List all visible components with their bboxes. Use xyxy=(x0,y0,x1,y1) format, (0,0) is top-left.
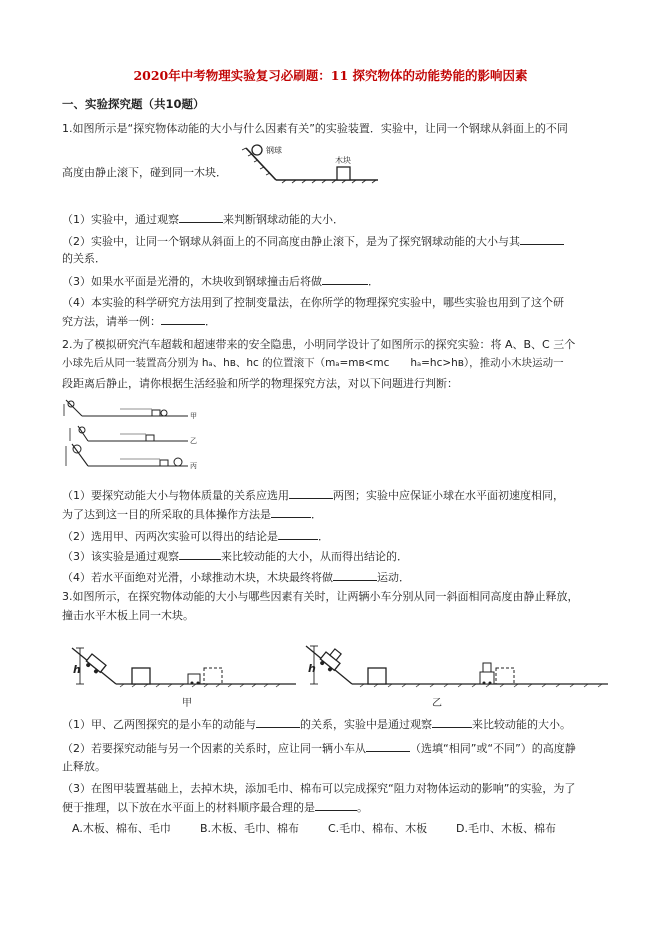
q3-cart-jia-icon xyxy=(84,654,106,675)
q2-sub1-line1 xyxy=(62,488,564,503)
q3-stem-line1: 3.如图所示，在探究物体动能的大小与哪些因素有关时，让两辆小车分别从同一斜面相同高度由静止释放， xyxy=(62,590,579,603)
q2-stem-line1: 2.为了模拟研究汽车超载和超速带来的安全隐患，小明同学设计了如图所示的探究实验：将 A、B、C 三个 xyxy=(62,338,576,351)
page-title: 2020年中考物理实验复习必刷题：11 探究物体的动能势能的影响因素 xyxy=(133,68,528,83)
q2-sub1-text-a: （1）要探究动能大小与物体质量的关系应选用 xyxy=(62,489,289,502)
q3-stem-line2: 撞击水平木板上同一木块。 xyxy=(62,609,194,622)
q1-sub3-text-b: ． xyxy=(368,275,379,288)
q2-sub4 xyxy=(62,570,410,585)
q2-sub1-text-b: 两图；实验中应保证小球在水平面初速度相同， xyxy=(333,489,564,502)
q1-sub3-answer-blank[interactable] xyxy=(322,274,368,285)
wood-block-icon xyxy=(337,167,350,180)
q3-option-c[interactable]: C.毛巾、棉布、木板 xyxy=(328,822,428,835)
steel-ball-icon xyxy=(252,145,262,155)
q1-sub2-cont: 的关系． xyxy=(62,252,106,265)
q1-sub1-text-a: （1）实验中，通过观察 xyxy=(62,213,179,226)
q3-sub2-text-b: （选填“相同”或“不同”）的高度静 xyxy=(410,742,576,755)
q3-sub1-answer-blank2[interactable] xyxy=(432,717,472,728)
q3-block-jia-icon xyxy=(132,668,150,684)
q3-fig-label-jia: 甲 xyxy=(182,698,192,709)
q2-sub3-text-b: 来比较动能的大小，从而得出结论的． xyxy=(221,550,408,563)
q3-sub2-line1 xyxy=(62,741,576,756)
q2-sub4-text-a: （4）若水平面绝对光滑，小球推动木块，木块最终将做 xyxy=(62,571,333,584)
q2-sub2-text-b: ． xyxy=(318,530,329,543)
q3-cart-yi-icon xyxy=(318,646,345,674)
q3-option-b[interactable]: B.木板、毛巾、棉布 xyxy=(200,822,300,835)
q2-sub3-text-a: （3）该实验是通过观察 xyxy=(62,550,179,563)
q3-option-d[interactable]: D.毛巾、木板、棉布 xyxy=(456,822,556,835)
q2-sub3-answer-blank[interactable] xyxy=(179,549,221,560)
q3-sub3-line1: （3）在图甲装置基础上，去掉木块，添加毛巾、棉布可以完成探究“阻力对物体运动的影响”的实验，为了 xyxy=(62,782,576,795)
q1-sub2-text-a: （2）实验中，让同一个钢球从斜面上的不同高度由静止滚下，是为了探究钢球动能的大小与其 xyxy=(62,235,520,248)
q3-fig-h-label-jia: h xyxy=(73,663,81,676)
q1-sub4-text-b: 究方法，请举一例： xyxy=(62,315,161,328)
q2-sub1-answer-blank1[interactable] xyxy=(289,488,333,499)
q2-fig-label-bing: 丙 xyxy=(190,462,197,470)
q2-figure-three-setups xyxy=(60,396,202,476)
q2-sub1-line2 xyxy=(62,507,322,522)
q2-sub4-text-b: 运动． xyxy=(377,571,410,584)
q1-sub4-text-c: ． xyxy=(205,315,216,328)
q1-sub1-text-b: 来判断钢球动能的大小． xyxy=(223,213,344,226)
q1-sub2-answer-blank[interactable] xyxy=(520,234,564,245)
q1-sub4-line1: （4）本实验的科学研究方法用到了控制变量法，在你所学的物理探究实验中，哪些实验也用到了这个研 xyxy=(62,296,564,309)
q3-sub1-text-c: 来比较动能的大小。 xyxy=(472,718,571,731)
q1-sub4-line2 xyxy=(62,314,216,329)
q2-sub1-text-d: ． xyxy=(311,508,322,521)
q1-sub3 xyxy=(62,274,379,289)
q1-sub4-answer-blank[interactable] xyxy=(161,314,205,325)
q1-fig-ball-label: 钢球 xyxy=(266,146,282,155)
section-heading: 一、实验探究题（共10题） xyxy=(62,97,205,111)
q3-block-yi-icon xyxy=(368,668,386,684)
q2-sub4-answer-blank[interactable] xyxy=(333,570,377,581)
q3-sub3-text-c: 。 xyxy=(357,801,368,814)
q3-sub3-text-b: 便于推理，以下放在水平面上的材料顺序最合理的是 xyxy=(62,801,315,814)
q3-sub3-answer-blank[interactable] xyxy=(315,800,357,811)
q3-sub1-text-a: （1）甲、乙两图探究的是小车的动能与 xyxy=(62,718,256,731)
q3-fig-label-yi: 乙 xyxy=(432,698,442,709)
q1-stem-line2: 高度由静止滚下，碰到同一木块． xyxy=(62,166,227,179)
q3-option-a[interactable]: A.木板、棉布、毛巾 xyxy=(72,822,171,835)
q1-figure-incline xyxy=(236,140,384,186)
q3-sub2-answer-blank[interactable] xyxy=(366,741,410,752)
q3-sub2-line2: 止释放。 xyxy=(62,760,106,773)
q3-sub1-text-b: 的关系，实验中是通过观察 xyxy=(300,718,432,731)
q2-fig-label-yi: 乙 xyxy=(190,437,197,445)
q3-figure-cart-experiment xyxy=(70,636,612,712)
q3-sub1-answer-blank1[interactable] xyxy=(256,717,300,728)
q2-sub2-text-a: （2）选用甲、丙两次实验可以得出的结论是 xyxy=(62,530,278,543)
q1-sub2 xyxy=(62,234,564,249)
q1-fig-block-label: 木块 xyxy=(335,156,351,165)
ball-a-icon xyxy=(68,401,74,407)
q2-sub3 xyxy=(62,549,408,564)
q2-stem-line3: 段距离后静止，请你根据生活经验和所学的物理探究方法，对以下问题进行判断： xyxy=(62,377,458,390)
q3-sub1 xyxy=(62,717,571,732)
q1-sub1-answer-blank[interactable] xyxy=(179,212,223,223)
q2-stem-line2: 小球先后从同一装置高分别为 hₐ、hʙ、hᴄ 的位置滚下（mₐ=mʙ<mᴄ hₐ=hᴄ>hʙ），推动小木块运动一 xyxy=(62,357,564,369)
q1-stem-line1: 1.如图所示是“探究物体动能的大小与什么因素有关”的实验装置．实验中，让同一个钢球从斜面上的不同 xyxy=(62,122,568,135)
q2-fig-label-jia: 甲 xyxy=(190,412,197,420)
q2-sub1-text-c: 为了达到这一目的所采取的具体操作方法是 xyxy=(62,508,271,521)
q3-sub3-line2 xyxy=(62,800,368,815)
q2-sub2-answer-blank[interactable] xyxy=(278,529,318,540)
q1-sub1 xyxy=(62,212,344,227)
q2-sub1-answer-blank2[interactable] xyxy=(271,507,311,518)
q3-fig-h-label-yi: h xyxy=(308,662,316,675)
q2-sub2 xyxy=(62,529,329,544)
q1-sub3-text-a: （3）如果水平面是光滑的，木块收到钢球撞击后将做 xyxy=(62,275,322,288)
q3-sub2-text-a: （2）若要探究动能与另一个因素的关系时，应让同一辆小车从 xyxy=(62,742,366,755)
